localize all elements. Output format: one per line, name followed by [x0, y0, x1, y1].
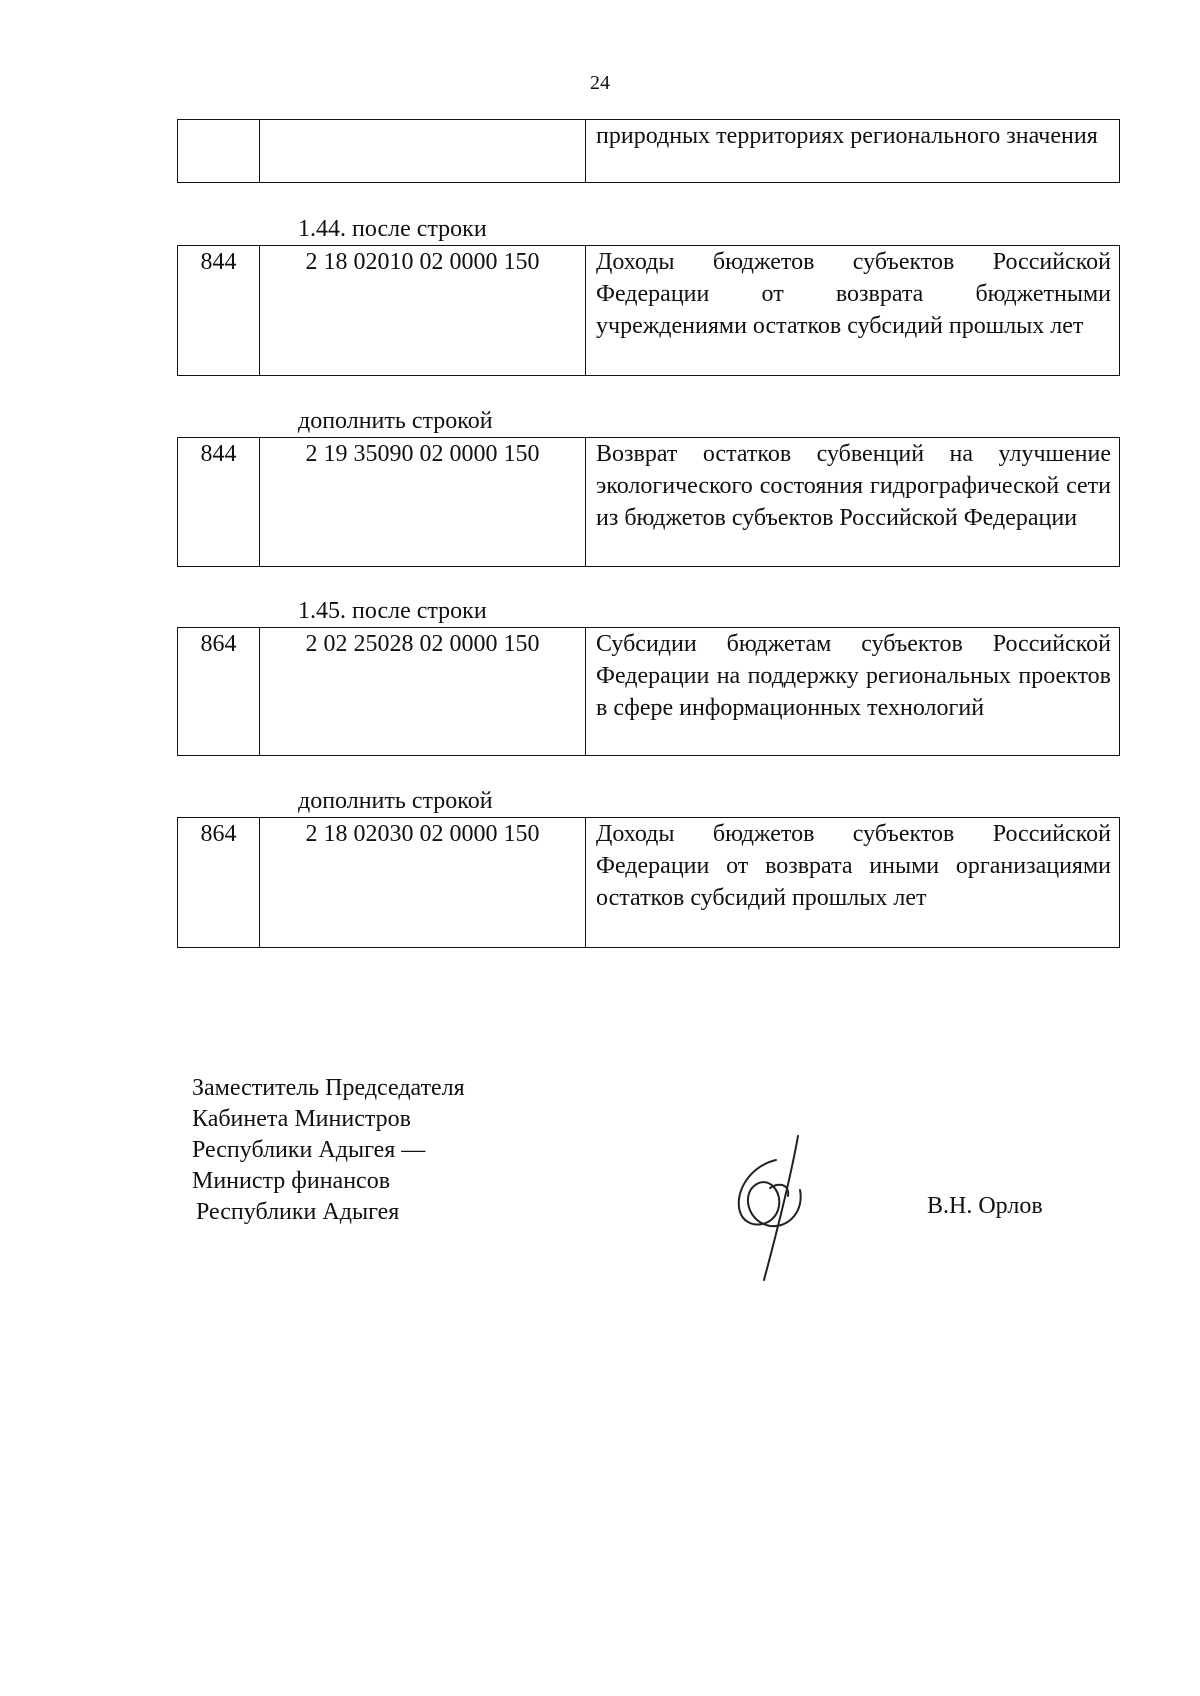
admin-code-cell: 864	[178, 818, 260, 948]
description-cell: Возврат остатков субвенций на улучшение экологического состояния гидрографической сети из бюджетов субъектов Российской Федерации	[586, 438, 1120, 567]
budget-table	[177, 437, 1120, 567]
kbk-code-cell: 2 18 02030 02 0000 150	[260, 818, 586, 948]
signatory-title-line: Республики Адыгея —	[192, 1137, 426, 1163]
admin-code-cell: 864	[178, 628, 260, 756]
kbk-code-cell: 2 19 35090 02 0000 150	[260, 438, 586, 567]
table-row	[178, 246, 1120, 376]
budget-table	[177, 817, 1120, 948]
budget-table	[177, 627, 1120, 756]
description-cell: Доходы бюджетов субъектов Российской Федерации от возврата иными организациями остатков субсидий прошлых лет	[586, 818, 1120, 948]
signatory-title-line: Кабинета Министров	[192, 1106, 411, 1132]
budget-table-continuation	[177, 119, 1120, 183]
signatory-title-line: Республики Адыгея	[196, 1199, 400, 1225]
signer-name: В.Н. Орлов	[927, 1193, 1043, 1219]
signatory-title-block	[192, 1073, 465, 1228]
table-row	[178, 818, 1120, 948]
budget-table	[177, 245, 1120, 376]
section-caption: 1.45. после строки	[298, 598, 487, 624]
handwritten-signature	[720, 1130, 820, 1290]
section-caption: 1.44. после строки	[298, 216, 487, 242]
kbk-code-cell: 2 18 02010 02 0000 150	[260, 246, 586, 376]
admin-code-cell: 844	[178, 438, 260, 567]
table-row	[178, 438, 1120, 567]
signatory-title-line: Министр финансов	[192, 1168, 391, 1194]
table-row	[178, 120, 1120, 183]
admin-code-cell	[178, 120, 260, 183]
kbk-code-cell: 2 02 25028 02 0000 150	[260, 628, 586, 756]
table-row	[178, 628, 1120, 756]
signatory-title-line: Заместитель Председателя	[192, 1075, 465, 1101]
section-caption: дополнить строкой	[298, 408, 493, 434]
page-number: 24	[590, 72, 610, 94]
section-caption: дополнить строкой	[298, 788, 493, 814]
admin-code-cell: 844	[178, 246, 260, 376]
description-cell: природных территориях регионального значения	[586, 120, 1120, 183]
description-cell: Субсидии бюджетам субъектов Российской Федерации на поддержку региональных проектов в сфере информационных технологий	[586, 628, 1120, 756]
description-cell: Доходы бюджетов субъектов Российской Федерации от возврата бюджетными учреждениями остатков субсидий прошлых лет	[586, 246, 1120, 376]
kbk-code-cell	[260, 120, 586, 183]
